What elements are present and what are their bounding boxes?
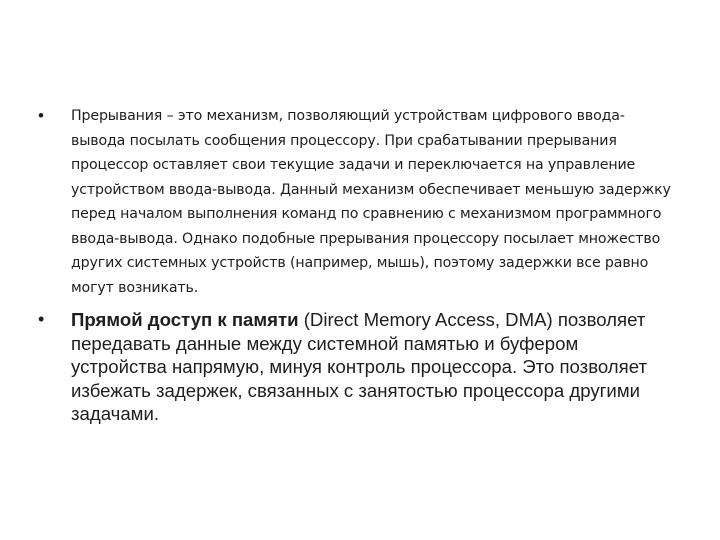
bullet-list xyxy=(38,104,678,426)
description-interrupts: – это механизм, позволяющий устройствам цифрового ввода-вывода посылать сообщения процессору. При срабатывании прерывания процессор оставляет свои текущие задачи и переключается на управление устройством ввода-вывода. Данный механизм обеспечивает меньшую задержку перед началом выполнения команд по сравнению с механизмом программного ввода-вывода. Однако подобные прерывания процессору посылает множество других системных устройств (например, мышь), поэтому задержки все равно могут возникать. xyxy=(71,108,671,296)
term-dma: Прямой доступ к памяти xyxy=(71,309,299,330)
bullet-marker: • xyxy=(38,106,44,125)
bullet-item-dma xyxy=(38,308,678,426)
bullet-marker: • xyxy=(38,309,45,329)
bullet-item-interrupts xyxy=(38,104,678,300)
term-interrupts: Прерывания xyxy=(71,108,163,124)
description-dma: (Direct Memory Access, DMA) позволяет передавать данные между системной памятью и буфером устройства напрямую, минуя контроль процессора. Это позволяет избежать задержек, связанных с занятостью процессора другими задачами. xyxy=(71,309,647,424)
